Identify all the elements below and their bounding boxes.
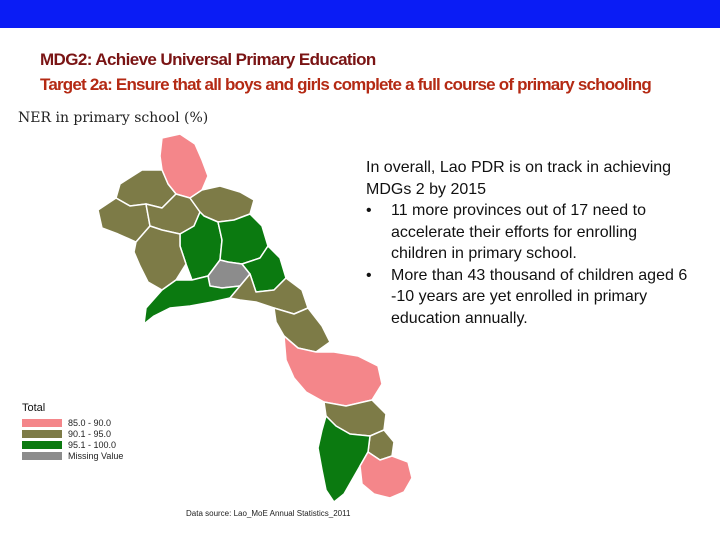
summary-intro: In overall, Lao PDR is on track in achieving MDGs 2 by 2015 — [366, 159, 672, 198]
province-attapeu — [360, 452, 412, 498]
header-bar — [0, 0, 720, 28]
legend-label: 95.1 - 100.0 — [68, 440, 117, 450]
legend-item — [22, 451, 123, 461]
legend-label: Missing Value — [68, 451, 124, 461]
legend-swatch — [22, 430, 62, 438]
bullet-item — [366, 265, 720, 330]
legend-swatch — [22, 452, 62, 460]
legend-label: 90.1 - 95.0 — [68, 429, 112, 439]
slide-title: MDG2: Achieve Universal Primary Education — [40, 50, 376, 69]
legend-item — [22, 429, 123, 439]
slide-subtitle: Target 2a: Ensure that all boys and girls complete a full course of primary schooling — [40, 75, 651, 94]
bullet-text: 11 more provinces out of 17 need to accelerate their efforts for enrolling children in primary school. — [391, 202, 646, 262]
summary-text — [366, 157, 720, 329]
bullet-text: More than 43 thousand of children aged 6 -10 years are yet enrolled in primary education annually. — [391, 266, 688, 327]
bullet-mark: • — [366, 202, 372, 219]
province-khammouane — [274, 308, 330, 352]
legend-item — [22, 418, 123, 428]
legend-swatch — [22, 441, 62, 449]
map-label: NER in primary school (%) — [18, 110, 209, 126]
legend-title: Total — [22, 402, 46, 414]
legend-label: 85.0 - 90.0 — [68, 418, 112, 428]
data-source-note: Data source: Lao_MoE Annual Statistics_2011 — [186, 509, 351, 518]
legend-item — [22, 440, 123, 450]
bullet-mark: • — [366, 266, 372, 284]
legend-swatch — [22, 419, 62, 427]
bullet-item — [366, 200, 720, 265]
map-legend — [22, 402, 123, 462]
